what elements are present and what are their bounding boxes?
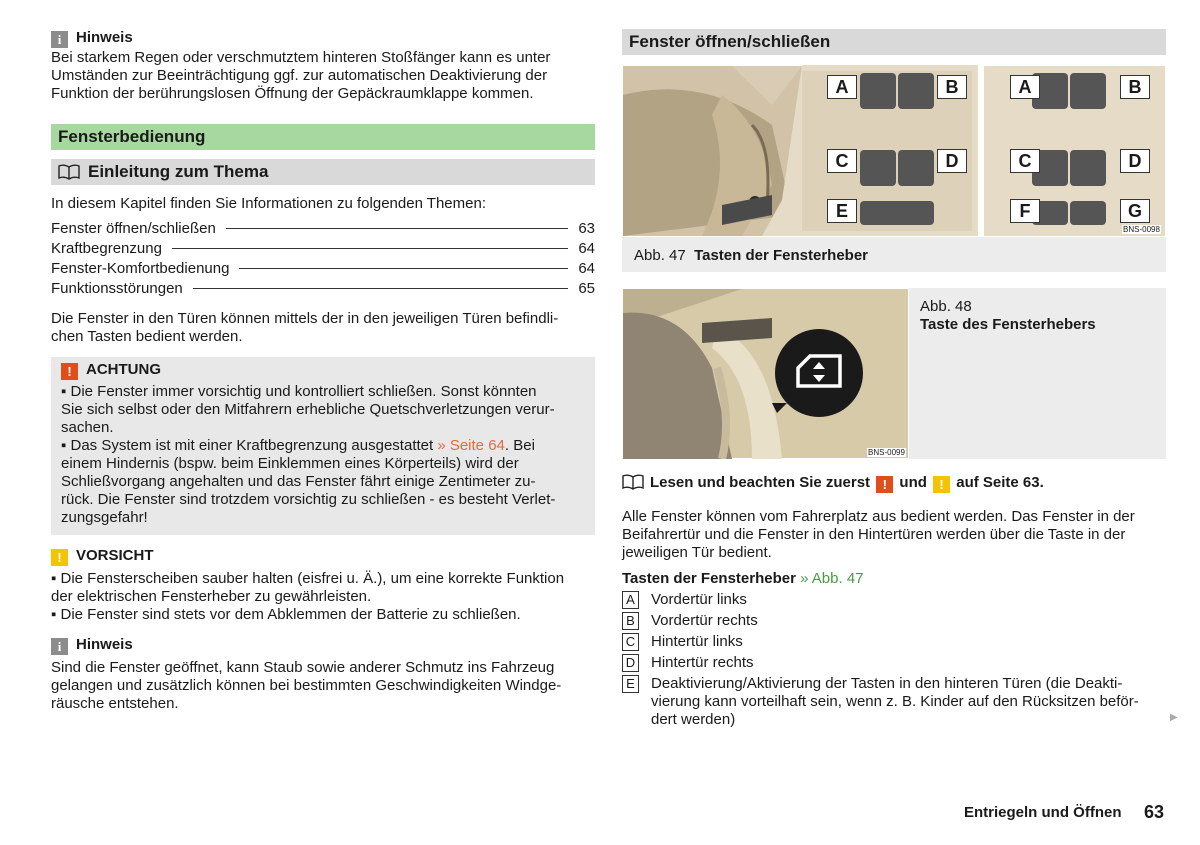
hinweis-title: Hinweis <box>76 29 133 46</box>
warning-icon: ! <box>61 363 78 380</box>
toc-entry[interactable]: Fenster öffnen/schließen 63 <box>51 220 595 237</box>
footer-chapter: Entriegeln und Öffnen <box>964 804 1122 821</box>
window-buttons-illustration <box>622 65 1166 237</box>
vorsicht-note: ! VORSICHT ▪ Die Fensterscheiben sauber halten (eisfrei u. Ä.), um eine korrekte Funktion der elektrischen Fensterheber zu gewährleisten. ▪ Die Fenster sind stets vor dem Abklemmen der Batterie zu schließen. <box>51 547 565 623</box>
toc-entry[interactable]: Funktionsstörungen 65 <box>51 280 595 297</box>
page-link[interactable]: » Seite 64 <box>437 437 505 454</box>
intro-header <box>51 159 595 185</box>
list-item: A Vordertür links <box>622 591 1166 609</box>
vorsicht-title: VORSICHT <box>76 547 154 564</box>
list-item: D Hintertür rechts <box>622 654 1166 672</box>
book-icon <box>622 474 644 495</box>
label-g-right: G <box>1120 199 1150 223</box>
read-first-line: Lesen und beachten Sie zuerst ! und ! auf Seite 63. <box>622 474 1044 495</box>
label-b-left: B <box>937 75 967 99</box>
window-switch-icon <box>794 352 844 392</box>
body-paragraph: Die Fenster in den Türen können mittels der in den jeweiligen Türen befindli- chen Tasten bedient werden. <box>51 310 559 345</box>
label-d-left: D <box>937 149 967 173</box>
hinweis-line: Funktion der berührungslosen Öffnung der Gepäckraumklappe kommen. <box>51 85 534 102</box>
hinweis-note-1 <box>51 29 595 103</box>
label-f-right: F <box>1010 199 1040 223</box>
list-item: B Vordertür rechts <box>622 612 1166 630</box>
section-header-fenster: Fenster öffnen/schließen <box>622 29 1166 55</box>
table-of-contents <box>51 219 595 299</box>
section-header-fensterbedienung: Fensterbedienung <box>51 124 595 150</box>
toc-entry[interactable]: Kraftbegrenzung 64 <box>51 240 595 257</box>
label-d-right: D <box>1120 149 1150 173</box>
toc-entry[interactable]: Fenster-Komfortbedienung 64 <box>51 260 595 277</box>
label-a-left: A <box>827 75 857 99</box>
keys-heading: Tasten der Fensterheber » Abb. 47 <box>622 570 864 587</box>
label-c-left: C <box>827 149 857 173</box>
label-b-right: B <box>1120 75 1150 99</box>
continue-arrow-icon: ▶ <box>1170 712 1178 723</box>
list-item: E Deaktivierung/Aktivierung der Tasten in den hinteren Türen (die Deakti- vierung kann vorteilhaft sein, wenn z. B. Kinder auf den Rücksitzen beför- dert werden) <box>622 675 1166 729</box>
hinweis-line: Bei starkem Regen oder verschmutztem hinteren Stoßfänger kann es unter <box>51 49 551 66</box>
window-button-illustration <box>622 288 909 459</box>
caution-icon: ! <box>933 476 950 493</box>
info-icon: i <box>51 638 68 655</box>
achtung-box: ! ACHTUNG ▪ Die Fenster immer vorsichtig und kontrolliert schließen. Sonst könnten Sie sich selbst oder den Mitfahrern erhebliche Quetschverletzungen verur- sachen. ▪ Das System ist mit einer Kraftbegrenzung ausgestattet » Seite 64. Bei einem Hindernis (bspw. beim Einklemmen eines Körperteils) wird der Schließvorgang angehalten und das Fenster fährt einige Zentimeter zu- rück. Die Fenster sind trotzdem vorsichtig zu schließen - es besteht Verlet- zungsgefahr! <box>51 357 595 535</box>
figure-code: BNS-0098 <box>1123 225 1160 234</box>
intro-title: Einleitung zum Thema <box>88 162 269 181</box>
body-paragraph: Alle Fenster können vom Fahrerplatz aus bedient werden. Das Fenster in der Beifahrertür und die Fenster in den Hintertüren werden über die Taste in der jeweiligen Tür bedient. <box>622 508 1135 561</box>
figure-48-caption: Abb. 48 Taste des Fensterhebers <box>920 298 1096 333</box>
figure-code: BNS-0099 <box>868 448 905 457</box>
hinweis-title: Hinweis <box>76 636 133 653</box>
caution-icon: ! <box>51 549 68 566</box>
figure-48 <box>622 288 1166 459</box>
hinweis-line: Umständen zur Beeinträchtigung ggf. zur automatischen Deaktivierung der <box>51 67 548 84</box>
figure-link[interactable]: » Abb. 47 <box>800 570 864 587</box>
list-item: C Hintertür links <box>622 633 1166 651</box>
page-number: 63 <box>1144 802 1165 822</box>
figure-47-caption: Abb. 47 Tasten der Fensterheber <box>634 247 869 264</box>
label-a-right: A <box>1010 75 1040 99</box>
key-list <box>622 591 1166 732</box>
intro-text: In diesem Kapitel finden Sie Informationen zu folgenden Themen: <box>51 195 486 212</box>
figure-47 <box>622 65 1166 272</box>
hinweis-note-2: i Hinweis Sind die Fenster geöffnet, kann Staub sowie anderer Schmutz ins Fahrzeug gelangen und zusätzlich können bei bestimmten Geschwindigkeiten Windge- räusche entstehen. <box>51 636 562 712</box>
warning-icon: ! <box>876 476 893 493</box>
achtung-title: ACHTUNG <box>86 361 161 378</box>
info-icon: i <box>51 31 68 48</box>
label-c-right: C <box>1010 149 1040 173</box>
label-e-left: E <box>827 199 857 223</box>
book-icon <box>58 162 80 188</box>
